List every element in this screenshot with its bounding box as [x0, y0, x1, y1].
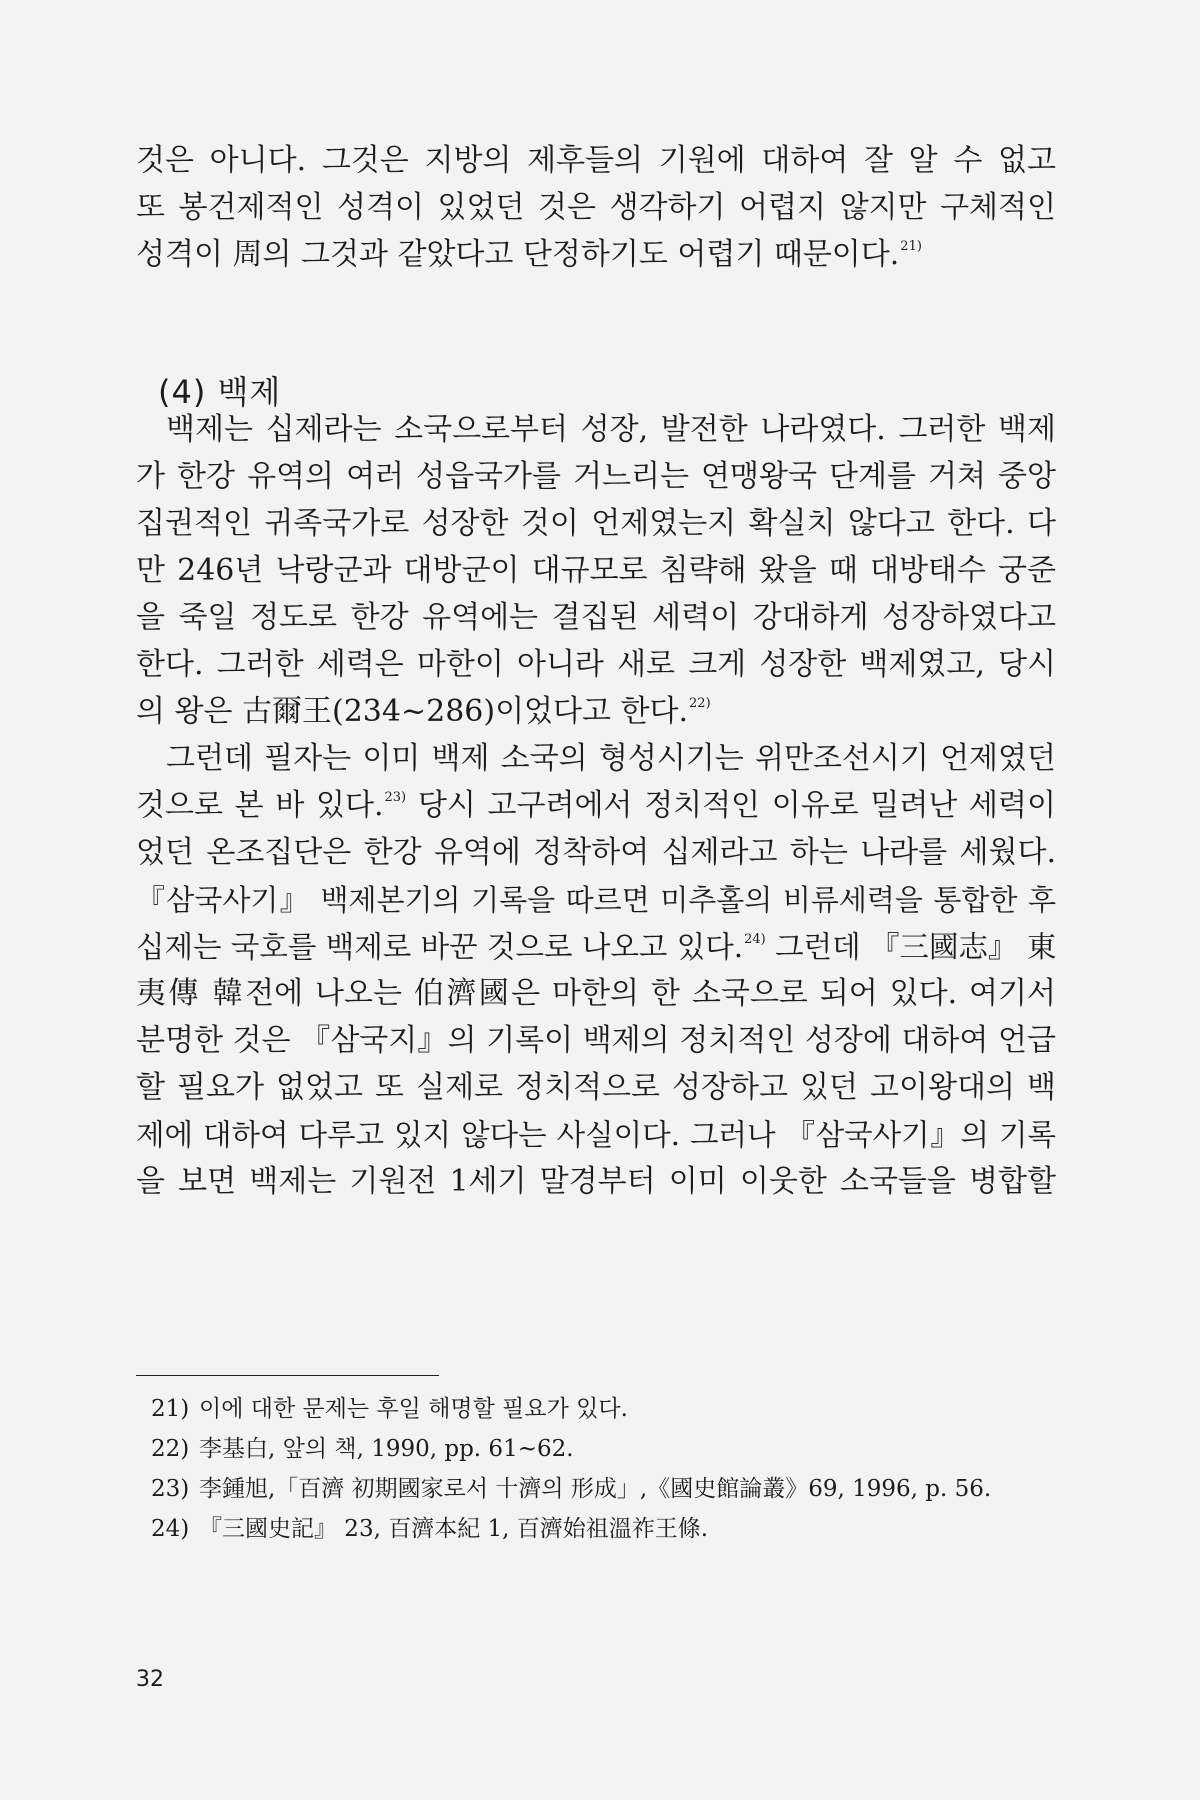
footnote [151, 1514, 1031, 1544]
footnote-divider [136, 1375, 439, 1376]
footnote-text: 李基白, 앞의 책, 1990, pp. 61~62. [199, 1436, 574, 1462]
body-text-line: 었던 온조집단은 한강 유역에 정착하여 십제라고 하는 나라를 세웠다. [136, 835, 1056, 870]
footnote-number: 24) [151, 1516, 190, 1542]
footnote-number: 21) [151, 1396, 190, 1422]
body-text-line: 백제는 십제라는 소국으로부터 성장, 발전한 나라였다. 그러한 백제 [166, 412, 1056, 447]
body-text-line [136, 235, 1056, 275]
body-text-line [136, 692, 1056, 732]
body-text-line: 그런데 필자는 이미 백제 소국의 형성시기는 위만조선시기 언제였던 [166, 741, 1056, 776]
body-text: 십제는 국호를 백제로 바꾼 것으로 나오고 있다. [136, 930, 744, 964]
body-text-line: 할 필요가 없었고 또 실제로 정치적으로 성장하고 있던 고이왕대의 백 [136, 1070, 1056, 1105]
footnote-ref: 21) [900, 239, 922, 254]
footnote-number: 23) [151, 1476, 190, 1502]
body-text-line: 『삼국사기』 백제본기의 기록을 따르면 미추홀의 비류세력을 통합한 후 [136, 883, 1056, 917]
footnote-text: 李鍾旭,「百濟 初期國家로서 十濟의 形成」,《國史館論叢》69, 1996, p. 56. [199, 1476, 992, 1502]
body-text-line: 분명한 것은 『삼국지』의 기록이 백제의 정치적인 성장에 대하여 언급 [136, 1023, 1056, 1058]
body-text: 당시 고구려에서 정치적인 이유로 밀려난 세력이 [406, 788, 1056, 823]
body-text: 성격이 周의 그것과 같았다고 단정하기도 어렵기 때문이다. [136, 237, 900, 272]
body-text-line: 집권적인 귀족국가로 성장한 것이 언제였는지 확실치 않다고 한다. 다 [136, 506, 1056, 541]
body-text-line: 또 봉건제적인 성격이 있었던 것은 생각하기 어렵지 않지만 구체적인 [136, 190, 1056, 225]
body-text-line: 제에 대하여 다루고 있지 않다는 사실이다. 그러나 『삼국사기』의 기록 [136, 1118, 1056, 1152]
footnote-ref: 23) [384, 790, 407, 805]
body-text-line: 夷傳 韓전에 나오는 伯濟國은 마한의 한 소국으로 되어 있다. 여기서 [136, 976, 1056, 1011]
body-text-line: 만 246년 낙랑군과 대방군이 대규모로 침략해 왔을 때 대방태수 궁준 [136, 553, 1056, 588]
footnote-text: 『三國史記』 23, 百濟本紀 1, 百濟始祖溫祚王條. [199, 1516, 709, 1542]
body-text-line [136, 927, 1056, 967]
footnote-text: 이에 대한 문제는 후일 해명할 필요가 있다. [199, 1396, 628, 1422]
body-text: 의 왕은 古爾王(234~286)이었다고 한다. [136, 694, 689, 729]
page-number: 32 [136, 1667, 164, 1692]
footnote [151, 1434, 1031, 1464]
footnote-ref: 24) [744, 932, 766, 947]
footnote-number: 22) [151, 1436, 190, 1462]
body-text-line: 한다. 그러한 세력은 마한이 아니라 새로 크게 성장한 백제였고, 당시 [136, 647, 1056, 682]
body-text: 것으로 본 바 있다. [136, 788, 384, 823]
body-text-line: 것은 아니다. 그것은 지방의 제후들의 기원에 대하여 잘 알 수 없고 [136, 143, 1056, 178]
body-text-line: 을 죽일 정도로 한강 유역에는 결집된 세력이 강대하게 성장하였다고 [136, 600, 1056, 635]
footnote [151, 1474, 1031, 1504]
body-text-line: 가 한강 유역의 여러 성읍국가를 거느리는 연맹왕국 단계를 거쳐 중앙 [136, 459, 1056, 494]
body-text-line [136, 786, 1056, 826]
body-text: 그런데 『三國志』 東 [765, 930, 1057, 964]
body-text-line: 을 보면 백제는 기원전 1세기 말경부터 이미 이웃한 소국들을 병합할 [136, 1164, 1056, 1199]
footnote [151, 1394, 1031, 1424]
section-heading: (4) 백제 [158, 373, 282, 411]
footnote-ref: 22) [689, 696, 711, 711]
